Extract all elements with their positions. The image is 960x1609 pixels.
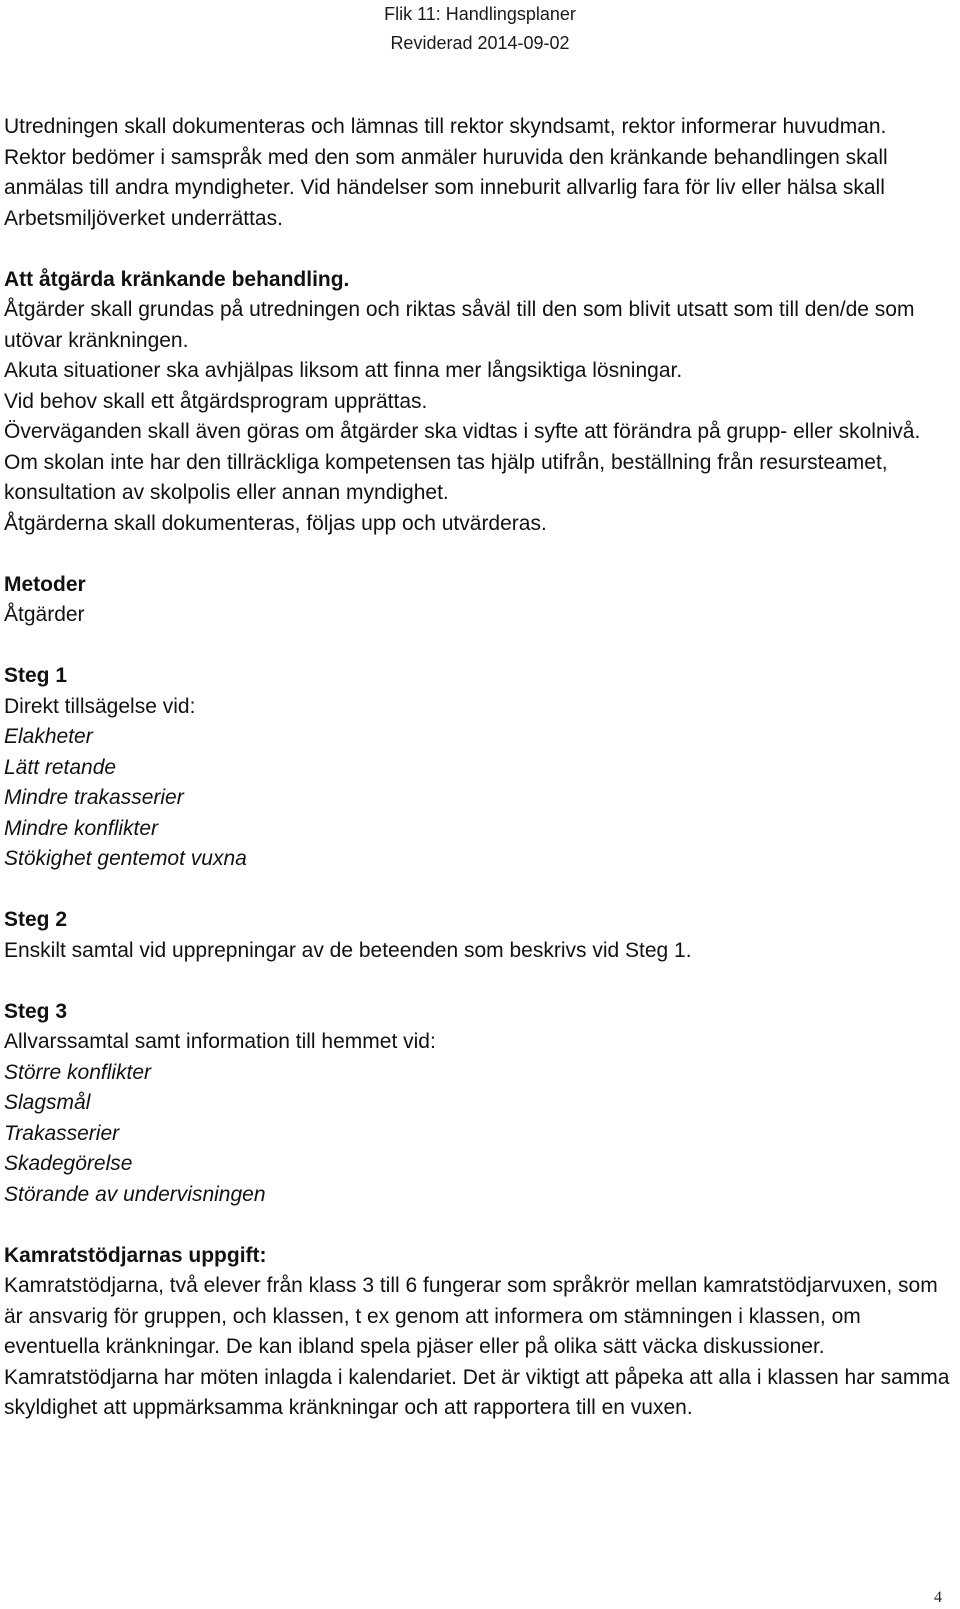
spacer — [4, 234, 954, 265]
intro-paragraph-2: Rektor bedömer i samspråk med den som anmäler huruvida den kränkande behandlingen skall anmälas till andra myndigheter. Vid händelser som inneburit allvarlig fara för liv eller hälsa skall Arbetsmiljöverket underrättas. — [4, 145, 888, 230]
steg1-item: Mindre konflikter — [4, 816, 159, 840]
steg3-item: Skadegörelse — [4, 1152, 133, 1175]
atgarda-line: Åtgärder skall grundas på utredningen och riktas såväl till den som blivit utsatt som till den/de som utövar kränkningen. — [4, 298, 915, 352]
atgarda-line: Överväganden skall även göras om åtgärder ska vidtas i syfte att förändra på grupp- eller skolnivå. — [4, 420, 921, 443]
spacer — [4, 631, 954, 662]
steg1-item: Elakheter — [4, 725, 93, 748]
steg1-item: Mindre trakasserier — [4, 786, 184, 809]
document-body — [4, 112, 954, 1424]
steg1-heading: Steg 1 — [4, 664, 68, 687]
header-section-title: Flik 11: Handlingsplaner — [384, 4, 576, 24]
spacer — [4, 875, 954, 906]
steg3-item: Slagsmål — [4, 1091, 91, 1114]
atgarda-line: Akuta situationer ska avhjälpas liksom att finna mer långsiktiga lösningar. — [4, 359, 683, 382]
atgarda-line: Om skolan inte har den tillräckliga kompetensen tas hjälp utifrån, beställning från resursteamet, konsultation av skolpolis eller annan myndighet. — [4, 450, 888, 504]
steg3-heading: Steg 3 — [4, 999, 68, 1023]
spacer — [4, 966, 954, 997]
steg2-text: Enskilt samtal vid upprepningar av de beteenden som beskrivs vid Steg 1. — [4, 938, 692, 962]
metoder-heading: Metoder — [4, 572, 86, 596]
kamrat-text: Kamratstödjarna, två elever från klass 3 till 6 fungerar som språkrör mellan kamratstödjarvuxen, som är ansvarig för gruppen, och klassen, t ex genom att informera om stämningen i klassen, om eventuella kränkningar. De kan ibland spela pjäser eller på olika sätt väcka diskussioner. Kamratstödjarna har möten inlagda i kalendariet. Det är viktigt att påpeka att alla i klassen har samma skyldighet att uppmärksamma kränkningar och att rapportera till en vuxen. — [4, 1274, 950, 1419]
header-revision-date: Reviderad 2014-09-02 — [390, 33, 570, 53]
kamrat-heading: Kamratstödjarnas uppgift: — [4, 1243, 267, 1267]
atgarda-line: Åtgärderna skall dokumenteras, följas upp och utvärderas. — [4, 511, 547, 535]
page-header — [0, 0, 960, 58]
spacer — [4, 539, 954, 570]
steg2-heading: Steg 2 — [4, 908, 68, 931]
steg1-item: Stökighet gentemot vuxna — [4, 847, 247, 870]
steg3-item: Trakasserier — [4, 1121, 120, 1145]
atgarda-line: Vid behov skall ett åtgärdsprogram upprättas. — [4, 389, 428, 413]
steg1-item: Lätt retande — [4, 755, 117, 779]
steg1-intro: Direkt tillsägelse vid: — [4, 694, 196, 718]
intro-paragraph-1: Utredningen skall dokumenteras och lämnas till rektor skyndsamt, rektor informerar huvudman. — [4, 115, 887, 138]
metoder-subheading: Åtgärder — [4, 603, 85, 626]
spacer — [4, 1210, 954, 1241]
page-number: 4 — [934, 1589, 942, 1606]
steg3-item: Större konflikter — [4, 1060, 152, 1084]
section-heading-atgarda: Att åtgärda kränkande behandling. — [4, 267, 350, 291]
steg3-intro: Allvarssamtal samt information till hemmet vid: — [4, 1030, 436, 1053]
steg3-item: Störande av undervisningen — [4, 1182, 266, 1206]
